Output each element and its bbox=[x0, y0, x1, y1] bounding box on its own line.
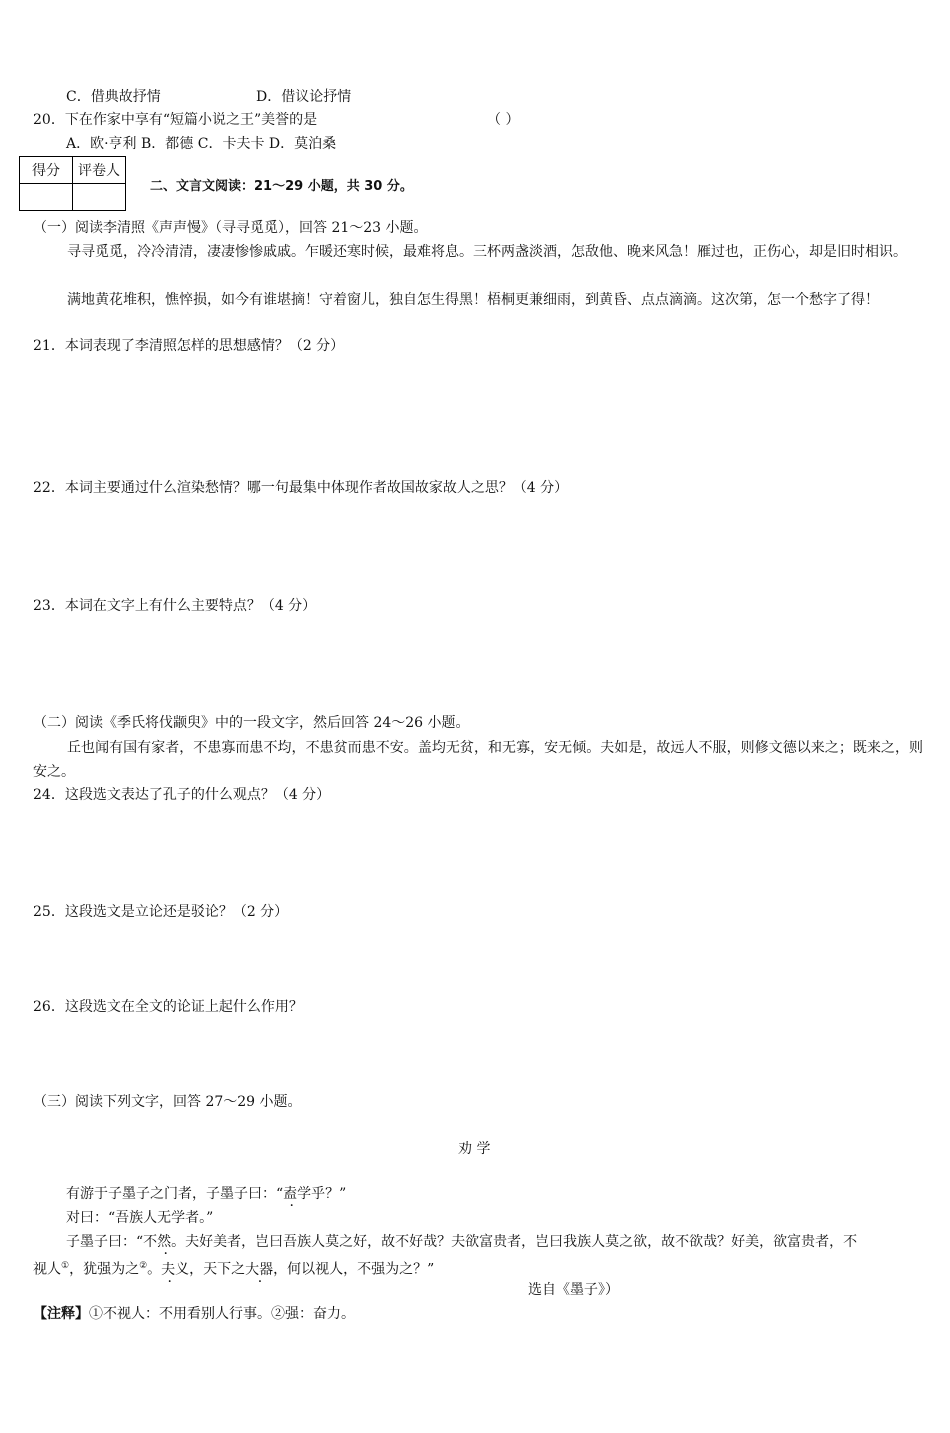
score-box bbox=[19, 156, 126, 211]
q22: 22．本词主要通过什么渲染愁情？哪一句最集中体现作者故国故家故人之思？（4 分） bbox=[33, 480, 569, 496]
q20-options: A．欧·亨利 B．都德 C．卡夫卡 D．莫泊桑 bbox=[66, 136, 337, 152]
part3-line1: 有游于子墨子之门者，子墨子曰：“盍学乎？” bbox=[66, 1186, 347, 1202]
part3-line3: 子墨子曰：“不然。夫好美者，岂曰吾族人莫之好，故不好哉？夫欲富贵者，岂曰我族人莫之欲，故不欲哉？好美，欲富贵者，不 bbox=[66, 1234, 858, 1250]
footnote-marker: ② bbox=[139, 1261, 148, 1271]
grader-cell bbox=[73, 184, 126, 211]
emphasis-dot-text: 然 bbox=[157, 1234, 172, 1250]
q20-answer-paren: （ ） bbox=[487, 112, 520, 128]
part3-intro: （三）阅读下列文字，回答 27～29 小题。 bbox=[33, 1094, 302, 1110]
q19-option-c: C．借典故抒情 bbox=[66, 89, 161, 105]
score-cell bbox=[20, 184, 73, 211]
part1-poem-para1: 寻寻觅觅，冷冷清清，凄凄惨惨戚戚。乍暖还寒时候，最难将息。三杯两盏淡酒，怎敌他、晚来风急！雁过也，正伤心，却是旧时相识。 bbox=[67, 244, 907, 260]
q20-stem: 20．下在作家中享有“短篇小说之王”美誉的是 bbox=[33, 112, 318, 128]
footnote-marker: ① bbox=[61, 1261, 70, 1271]
part1-intro: （一）阅读李清照《声声慢》（寻寻觅觅），回答 21～23 小题。 bbox=[33, 220, 428, 236]
part3-line2: 对曰：“吾族人无学者。” bbox=[66, 1210, 214, 1226]
score-label: 得分 bbox=[20, 157, 73, 184]
q21: 21．本词表现了李清照怎样的思想感情？（2 分） bbox=[33, 338, 345, 354]
q25: 25．这段选文是立论还是驳论？（2 分） bbox=[33, 904, 289, 920]
grader-label: 评卷人 bbox=[73, 157, 126, 184]
emphasis-dot-text: 盍 bbox=[283, 1186, 298, 1202]
part3-line4: 视人①，犹强为之②。夫义，天下之大器，何以视人，不强为之？” bbox=[33, 1261, 435, 1278]
emphasis-dot-text: 大器 bbox=[245, 1261, 274, 1278]
part3-title: 劝 学 bbox=[458, 1141, 491, 1157]
q23: 23．本词在文字上有什么主要特点？（4 分） bbox=[33, 598, 317, 614]
q24: 24．这段选文表达了孔子的什么观点？（4 分） bbox=[33, 787, 331, 803]
part2-intro: （二）阅读《季氏将伐颛臾》中的一段文字，然后回答 24～26 小题。 bbox=[33, 715, 470, 731]
q26: 26．这段选文在全文的论证上起什么作用？ bbox=[33, 999, 303, 1015]
section2-title: 二、文言文阅读：21～29 小题，共 30 分。 bbox=[150, 179, 413, 194]
part3-note: 【注释】①不视人：不用看别人行事。②强：奋力。 bbox=[33, 1306, 355, 1322]
part3-source: 选自《墨子》） bbox=[528, 1282, 619, 1298]
part1-poem-para2: 满地黄花堆积，憔悴损，如今有谁堪摘！守着窗儿，独自怎生得黑！梧桐更兼细雨，到黄昏、点点滴滴。这次第，怎一个愁字了得！ bbox=[67, 292, 879, 308]
part2-passage: 丘也闻有国有家者，不患寡而患不均，不患贫而患不安。盖均无贫，和无寡，安无倾。夫如是，故远人不服，则修文德以来之；既来之，则安之。 bbox=[33, 740, 923, 780]
q19-option-d: D．借议论抒情 bbox=[256, 89, 352, 105]
emphasis-dot-text: 夫 bbox=[161, 1261, 176, 1278]
